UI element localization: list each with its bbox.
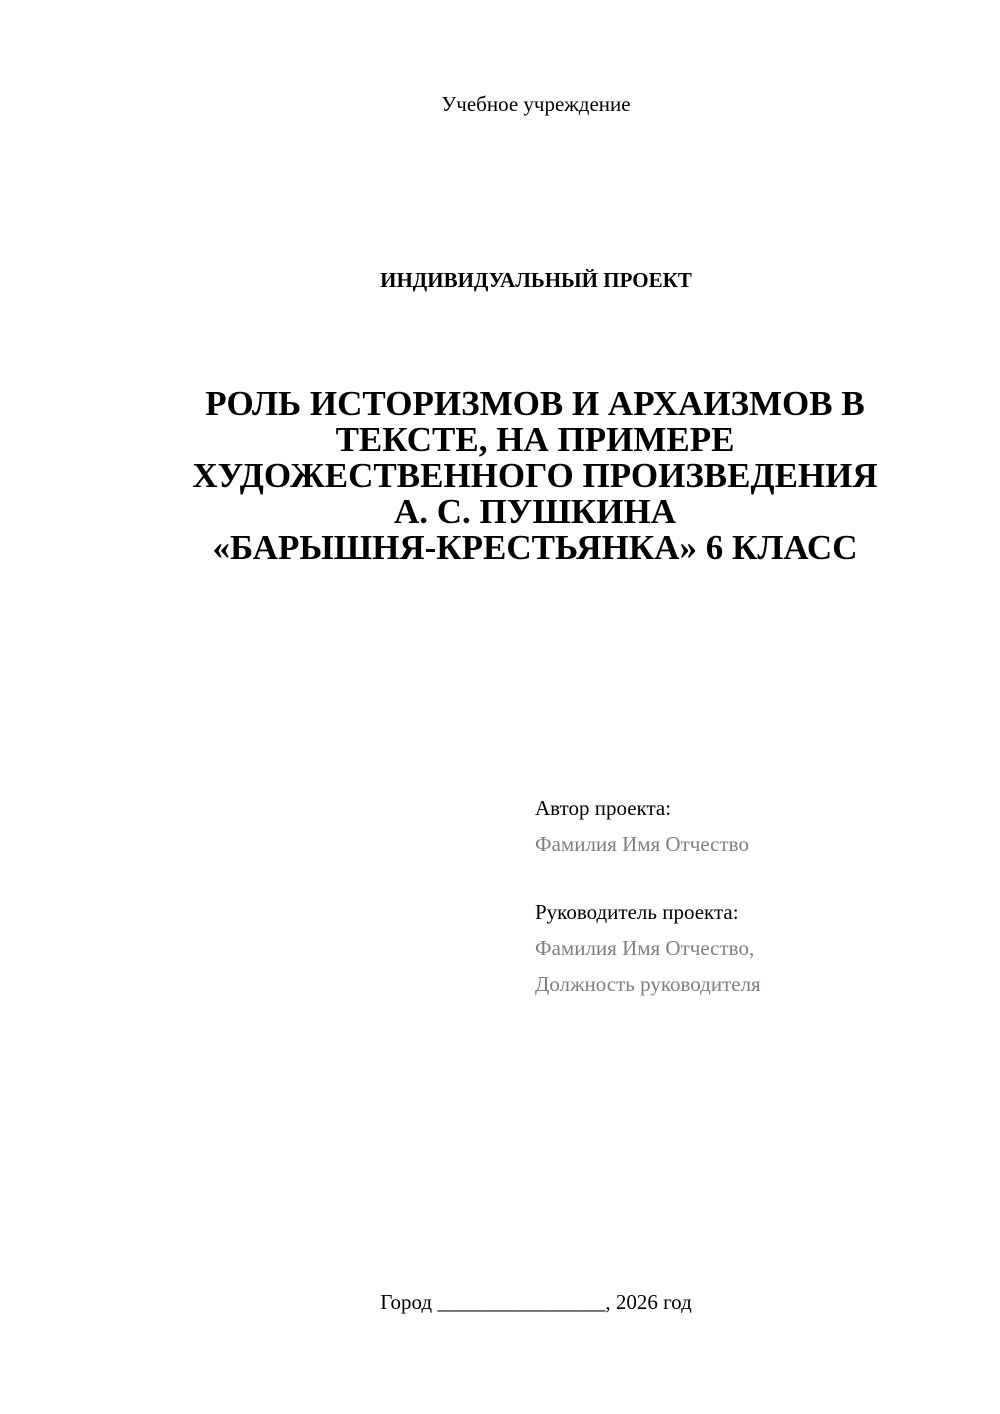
title-line: «БАРЫШНЯ-КРЕСТЬЯНКА» 6 КЛАСС [212,528,858,567]
credits-block [535,790,975,1002]
supervisor-position: Должность руководителя [535,972,761,996]
title-line: РОЛЬ ИСТОРИЗМОВ И АРХАИЗМОВ В [205,384,865,423]
supervisor-name: Фамилия Имя Отчество, [535,936,755,960]
author-name: Фамилия Имя Отчество [535,832,749,856]
title-line: ТЕКСТЕ, НА ПРИМЕРЕ [335,420,735,459]
year-text: , 2026 год [605,1290,692,1314]
city-label: Город [380,1290,433,1314]
project-type: ИНДИВИДУАЛЬНЫЙ ПРОЕКТ [380,268,692,292]
city-year-line [0,1290,1000,1315]
city-blank: ________________ [437,1290,606,1314]
institution-name: Учебное учреждение [441,92,631,116]
title-line: А. С. ПУШКИНА [394,492,676,531]
spacer [535,862,975,894]
title-line: ХУДОЖЕСТВЕННОГО ПРОИЗВЕДЕНИЯ [192,456,878,495]
project-title [140,386,930,566]
supervisor-label: Руководитель проекта: [535,900,739,924]
author-label: Автор проекта: [535,796,672,820]
